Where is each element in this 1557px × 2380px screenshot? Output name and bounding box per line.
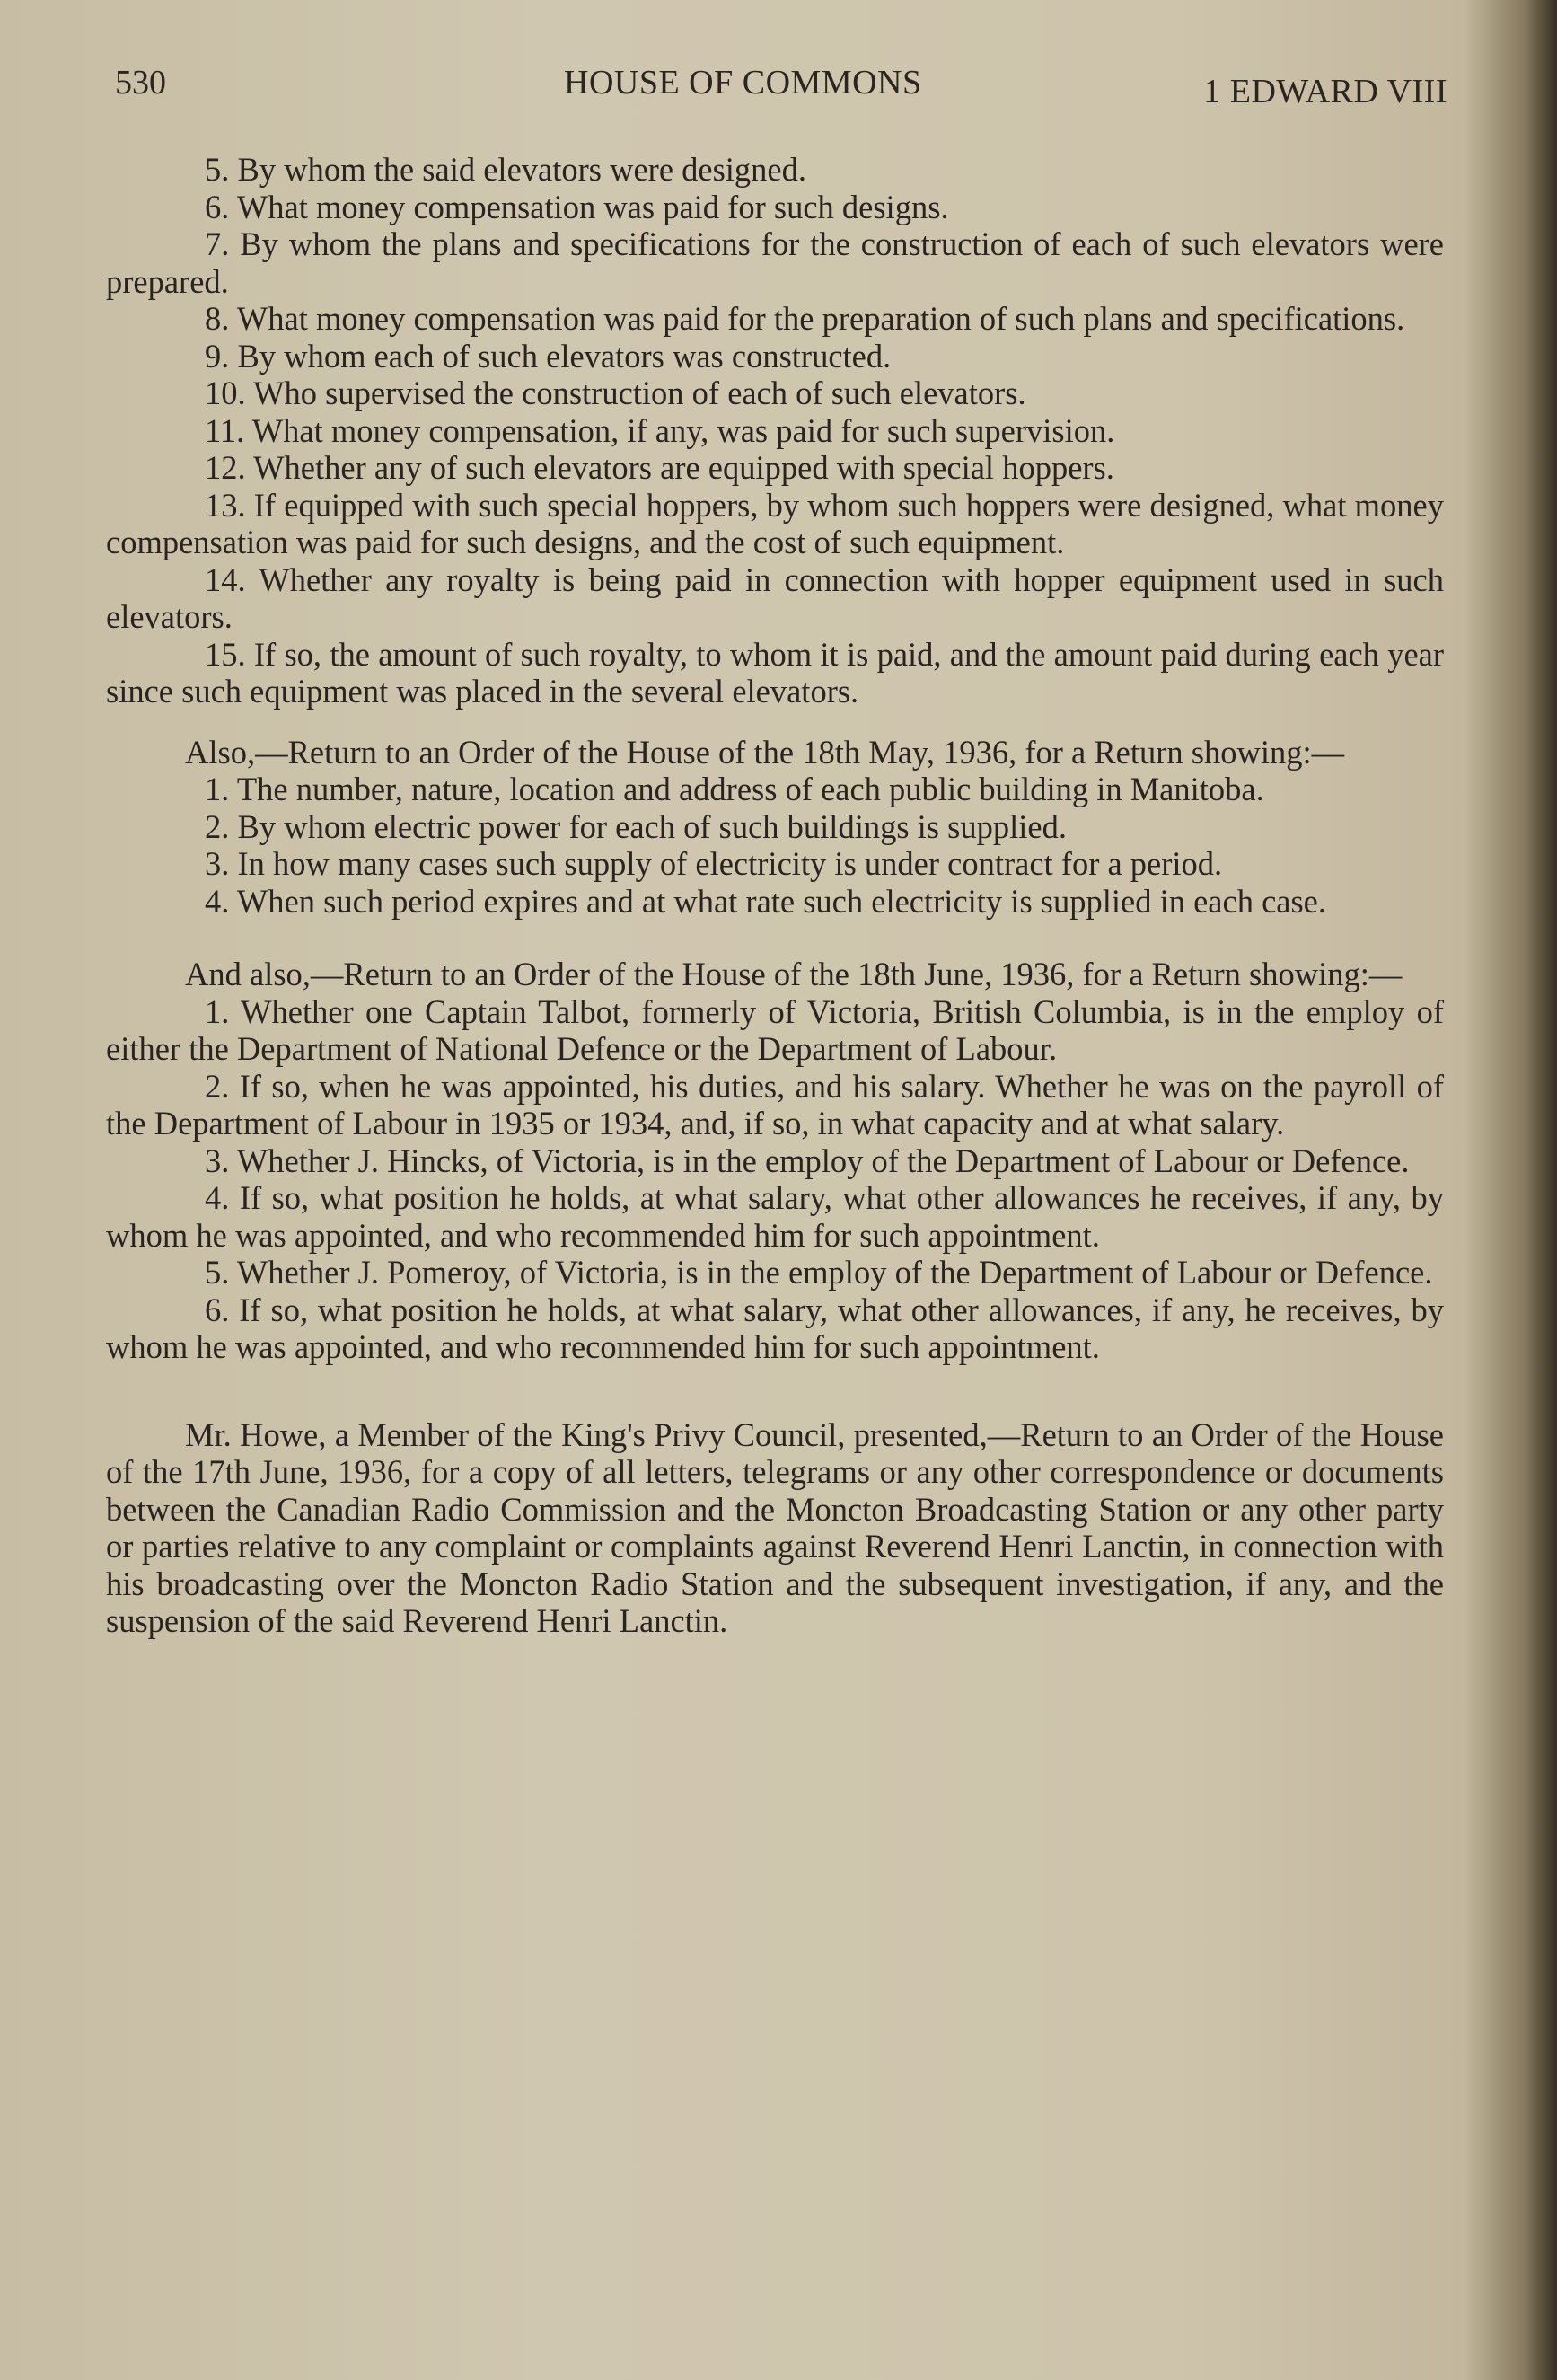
list-item: 5. Whether J. Pomeroy, of Victoria, is in the employ of the Department of Labour or Defence. <box>205 1254 1433 1291</box>
list-item: 15. If so, the amount of such royalty, to whom it is paid, and the amount paid during each year since such equipment was placed in the several elevators. <box>106 635 1444 710</box>
victoria-return <box>106 956 1444 1366</box>
list-item: 3. Whether J. Hincks, of Victoria, is in the employ of the Department of Labour or Defence. <box>205 1142 1410 1179</box>
return-intro: Also,—Return to an Order of the House of the 18th May, 1936, for a Return showing:— <box>185 733 1345 771</box>
list-item: 4. If so, what position he holds, at what salary, what other allowances he receives, if any, by whom he was appointed, and who recommended him for such appointment. <box>106 1179 1444 1254</box>
list-item: 6. What money compensation was paid for such designs. <box>205 188 949 225</box>
list-item: 2. By whom electric power for each of such buildings is supplied. <box>205 807 1067 845</box>
return-intro: And also,—Return to an Order of the House of the 18th June, 1936, for a Return showing:— <box>185 956 1403 992</box>
return-paragraph: Mr. Howe, a Member of the King's Privy Council, presented,—Return to an Order of the House of the 17th June, 1936, for a copy of all letters, telegrams or any other correspondence or documents between the Canadian Radio Commission and the Moncton Broadcasting Station or any other party or parties relative to any complaint or complaints against Reverend Henri Lanctin, in connection with his broadcasting over the Moncton Radio Station and the subsequent investigation, if any, and the suspension of the said Reverend Henri Lanctin. <box>106 1415 1444 1639</box>
list-item: 8. What money compensation was paid for the preparation of such plans and specifications. <box>205 300 1405 337</box>
list-item: 13. If equipped with such special hoppers, by whom such hoppers were designed, what money compensation was paid for such designs, and the cost of such equipment. <box>106 486 1444 560</box>
list-item: 11. What money compensation, if any, was paid for such supervision. <box>205 411 1115 449</box>
list-item: 3. In how many cases such supply of electricity is under contract for a period. <box>205 845 1223 882</box>
list-item: 6. If so, what position he holds, at what salary, what other allowances, if any, he receives, by whom he was appointed, and who recommended him for such appointment. <box>106 1291 1444 1365</box>
list-item: 5. By whom the said elevators were designed. <box>205 151 807 188</box>
regnal-year: 1 EDWARD VIII <box>1203 73 1447 110</box>
list-item: 1. The number, nature, location and address of each public building in Manitoba. <box>205 771 1264 807</box>
list-item: 9. By whom each of such elevators was constructed. <box>205 337 892 375</box>
page-header <box>115 59 1447 113</box>
page-number: 530 <box>115 64 166 101</box>
list-item: 2. If so, when he was appointed, his duties, and his salary. Whether he was on the payroll of the Department of Labour in 1935 or 1934, and, if so, in what capacity and at what salary. <box>106 1067 1444 1142</box>
list-item: 10. Who supervised the construction of each of such elevators. <box>205 375 1026 411</box>
page-binding-shadow <box>1526 0 1557 2380</box>
list-item: 14. Whether any royalty is being paid in connection with hopper equipment used in such elevators. <box>106 560 1444 635</box>
howe-return <box>106 1416 1444 1640</box>
manitoba-return <box>106 734 1444 921</box>
list-item: 7. By whom the plans and specifications for the construction of each of such elevators were prepared. <box>106 225 1444 300</box>
running-title: HOUSE OF COMMONS <box>564 64 922 101</box>
body-text <box>106 151 1444 1640</box>
list-item: 1. Whether one Captain Talbot, formerly of Victoria, British Columbia, is in the employ of either the Department of National Defence or the Department of Labour. <box>106 992 1444 1067</box>
list-item: 12. Whether any of such elevators are equipped with special hoppers. <box>205 449 1114 486</box>
list-item: 4. When such period expires and at what rate such electricity is supplied in each case. <box>205 882 1327 920</box>
elevator-questions-list <box>106 151 1444 710</box>
